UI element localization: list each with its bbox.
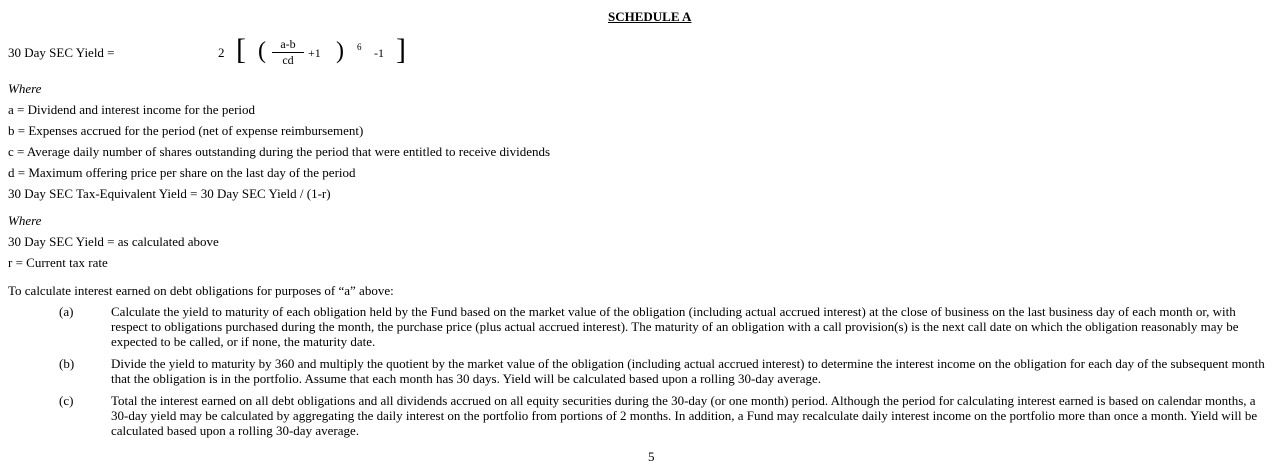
formula-close-bracket: ]: [396, 33, 406, 66]
list-text: Calculate the yield to maturity of each obligation held by the Fund based on the market value of the obligation (including actual accrued interest) at the close of business on the last business day of each month or, with respect to obligations purchased during the month, the purchase price (plus actual accrued interest). The maturity of an obligation with a call provision(s) is the next call date on which the obligation reasonably may be expected to be called, or if none, the maturity date.: [111, 304, 1239, 349]
list-label: (c): [59, 393, 74, 408]
formula-label: 30 Day SEC Yield =: [8, 45, 115, 60]
page-title: SCHEDULE A: [608, 9, 692, 24]
formula-denominator: cd: [282, 53, 294, 67]
definition-a: a = Dividend and interest income for the period: [8, 102, 256, 117]
tax-equivalent-formula: 30 Day SEC Tax-Equivalent Yield = 30 Day SEC Yield / (1-r): [8, 186, 331, 201]
page-number: 5: [648, 449, 655, 464]
formula-exponent: 6: [357, 42, 362, 52]
intro-text: To calculate interest earned on debt obligations for purposes of “a” above:: [8, 283, 394, 298]
definition-b: b = Expenses accrued for the period (net of expense reimbursement): [8, 123, 364, 138]
formula-close-paren: ): [336, 38, 344, 64]
formula-plus-one: +1: [308, 46, 321, 60]
definition-r: r = Current tax rate: [8, 255, 108, 270]
definition-c: c = Average daily number of shares outstanding during the period that were entitled to receive dividends: [8, 144, 551, 159]
formula-coefficient: 2: [218, 45, 225, 60]
where-heading-1: Where: [8, 81, 42, 96]
list-text: Divide the yield to maturity by 360 and multiply the quotient by the market value of the obligation (including actual accrued interest) to determine the interest income on the obligation for each day of the subsequent month that the obligation is in the portfolio. Assume that each month has 30 days. Yield will be calculated based upon a rolling 30-day average.: [111, 356, 1265, 386]
where-heading-2: Where: [8, 213, 42, 228]
list-label: (a): [59, 304, 74, 319]
formula-open-bracket: [: [236, 33, 246, 66]
formula-minus-one: -1: [374, 46, 384, 60]
list-text: Total the interest earned on all debt obligations and all dividends accrued on all equity securities during the 30-day (or one month) period. Although the period for calculating interest earned is based on calendar months, a 30-day yield may be calculated by aggregating the daily interest on the portfolio from portions of 2 months. In addition, a Fund may recalculate daily interest income on the portfolio more than once a month. Yield will be calculated based upon a rolling 30-day average.: [111, 393, 1258, 438]
list-label: (b): [59, 356, 75, 371]
formula-open-paren: (: [258, 38, 266, 64]
formula-fraction: [272, 38, 304, 67]
definition-d: d = Maximum offering price per share on the last day of the period: [8, 165, 356, 180]
definition-sec-yield: 30 Day SEC Yield = as calculated above: [8, 234, 219, 249]
formula-numerator: a-b: [272, 38, 304, 53]
